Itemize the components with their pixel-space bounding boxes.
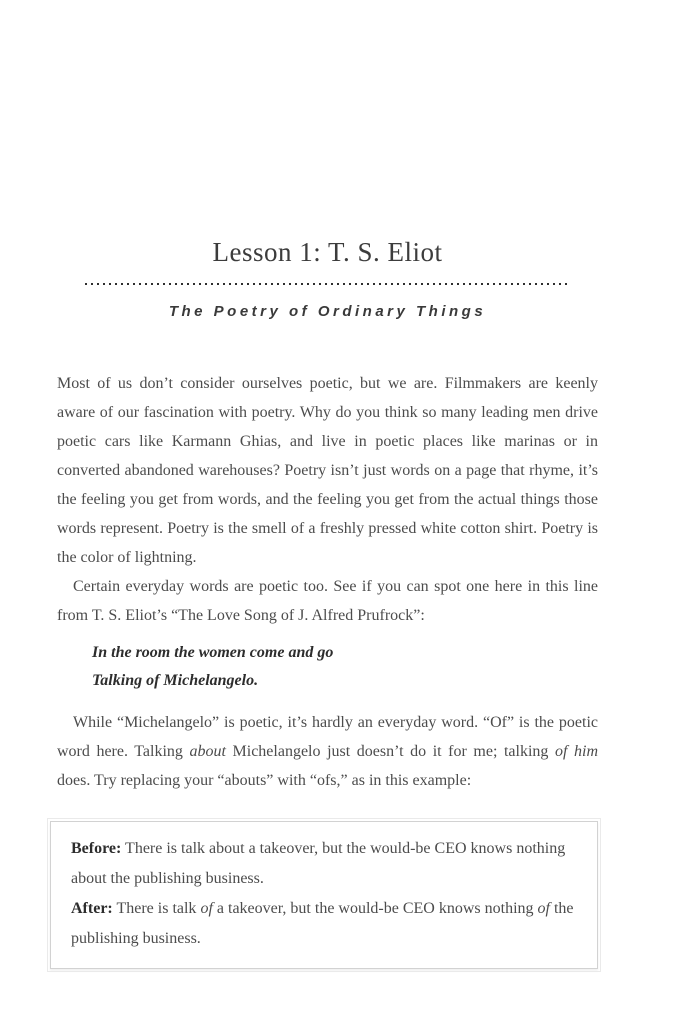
chapter-header — [57, 236, 598, 320]
poem-line: Talking of Michelangelo. — [92, 672, 259, 689]
chapter-subtitle: The Poetry of Ordinary Things — [168, 303, 487, 320]
after-example — [71, 894, 577, 954]
dotted-divider — [85, 283, 571, 285]
text-segment-italic: of — [537, 900, 550, 917]
text-segment-italic: about — [189, 743, 226, 760]
paragraph-intro: Most of us don’t consider ourselves poetic, but we are. Filmmakers are keenly aware of our fascination with poetry. Why do you think so many leading men drive poetic cars like Karmann Ghias, and live in poetic places like marinas or in converted abandoned warehouses? Poetry isn’t just words on a page that rhyme, it’s the feeling you get from words, and the feeling you get from the actual things those words represent. Poetry is the smell of a freshly pressed white cotton shirt. Poetry is the color of lightning. — [57, 375, 598, 566]
poem-line: In the room the women come and go — [92, 644, 334, 661]
before-label: Before: — [71, 840, 122, 857]
paragraph-everyday-words: Certain everyday words are poetic too. See if you can spot one here in this line from T. S. Eliot’s “The Love Song of J. Alfred Prufrock”: — [57, 578, 598, 624]
body-text — [57, 369, 598, 969]
poem-quote — [92, 639, 598, 695]
text-segment: While “Michelangelo” is poetic, it’s hardly an everyday word. “Of” is the poetic word here. Talking — [57, 714, 598, 760]
text-segment: There is talk — [112, 900, 201, 917]
chapter-title: Lesson 1: T. S. Eliot — [212, 237, 443, 267]
paragraph-michelangelo — [57, 708, 598, 795]
text-segment-italic: of — [200, 900, 213, 917]
before-after-example-box — [50, 821, 598, 969]
before-text: There is talk about a takeover, but the would-be CEO knows nothing about the publishing business. — [71, 840, 566, 887]
text-segment: does. Try replacing your “abouts” with “ofs,” as in this example: — [57, 772, 472, 789]
text-segment-italic: of him — [554, 743, 599, 760]
text-segment: a takeover, but the would-be CEO knows nothing — [212, 900, 538, 917]
before-example — [71, 834, 577, 894]
after-label: After: — [71, 900, 113, 917]
text-segment: Michelangelo just doesn’t do it for me; talking — [225, 743, 555, 760]
text-segment: the publishing business. — [71, 900, 574, 947]
